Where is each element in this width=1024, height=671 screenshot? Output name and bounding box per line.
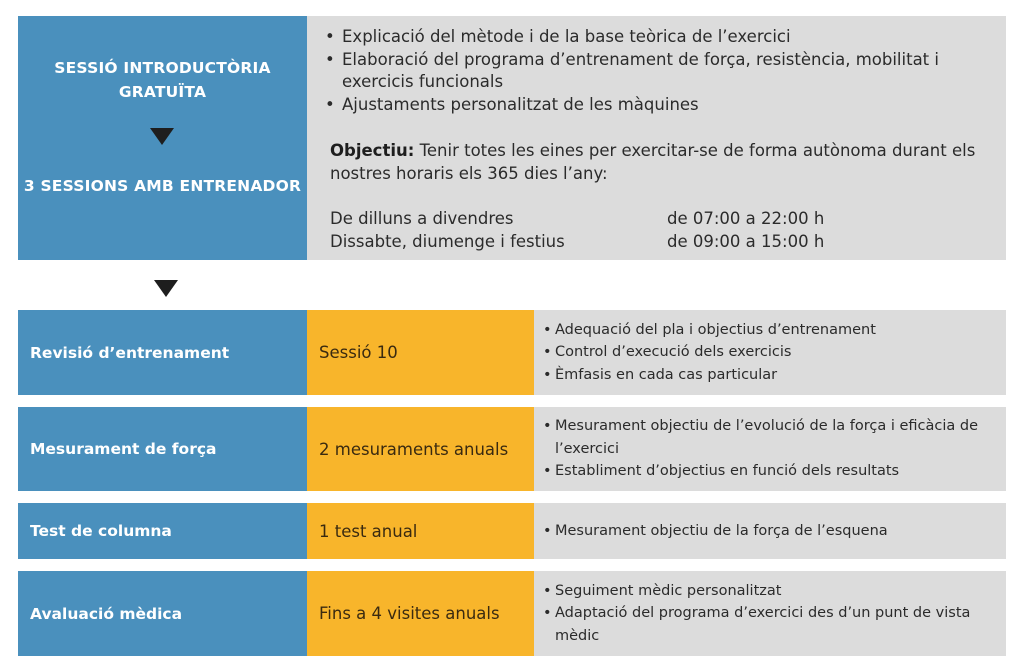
row-label: Revisió d’entrenament [18,310,307,395]
objective-text [330,140,990,185]
intro-bullet: • Ajustaments personalitzat de les màquines [323,94,963,117]
intro-bullet: • Elaboració del programa d’entrenament de força, resistència, mobilitat i exercicis funcionals [323,49,963,94]
arrow-down-icon [150,128,174,145]
detail-list [534,520,993,543]
row-details [534,503,1006,559]
detail-list [534,580,993,648]
detail-list [534,319,993,387]
objective-label: Objectiu: [330,141,415,160]
detail-item: • Control d’execució dels exercicis [543,341,993,364]
schedule-hours: de 09:00 a 15:00 h [667,232,825,251]
detail-item: • Adaptació del programa d’exercici des d’un punt de vista mèdic [543,602,993,647]
row-label: Test de columna [18,503,307,559]
intro-block [18,16,1006,260]
row-label: Mesurament de força [18,407,307,491]
schedule-days: Dissabte, diumenge i festius [330,232,565,251]
trainer-sessions-title: 3 SESSIONS AMB ENTRENADOR [23,177,302,195]
detail-item: • Mesurament objectiu de la força de l’esquena [543,520,993,543]
intro-details-panel [307,16,1006,260]
row-frequency: 1 test anual [307,503,534,559]
row-details [534,407,1006,491]
intro-session-title: SESSIÓ INTRODUCTÒRIA GRATUÏTA [54,59,271,101]
objective-description: Tenir totes les eines per exercitar-se de forma autònoma durant els nostres horaris els 365 dies l’any: [330,141,976,183]
row-label: Avaluació mèdica [18,571,307,656]
intro-sessions-panel [18,16,307,260]
detail-item: • Establiment d’objectius en funció dels resultats [543,460,993,483]
row-details [534,571,1006,656]
row-details [534,310,1006,395]
row-frequency: Fins a 4 visites anuals [307,571,534,656]
intro-bullet: • Explicació del mètode i de la base teòrica de l’exercici [323,26,963,49]
schedule-hours: de 07:00 a 22:00 h [667,209,825,228]
row-frequency: 2 mesuraments anuals [307,407,534,491]
schedule-days: De dilluns a divendres [330,209,514,228]
detail-item: • Èmfasis en cada cas particular [543,364,993,387]
intro-bullet-list [323,26,963,116]
detail-list [534,415,993,483]
detail-item: • Adequació del pla i objectius d’entrenament [543,319,993,342]
detail-item: • Seguiment mèdic personalitzat [543,580,993,603]
detail-item: • Mesurament objectiu de l’evolució de la força i eficàcia de l’exercici [543,415,993,460]
arrow-down-icon [154,280,178,297]
row-frequency: Sessió 10 [307,310,534,395]
